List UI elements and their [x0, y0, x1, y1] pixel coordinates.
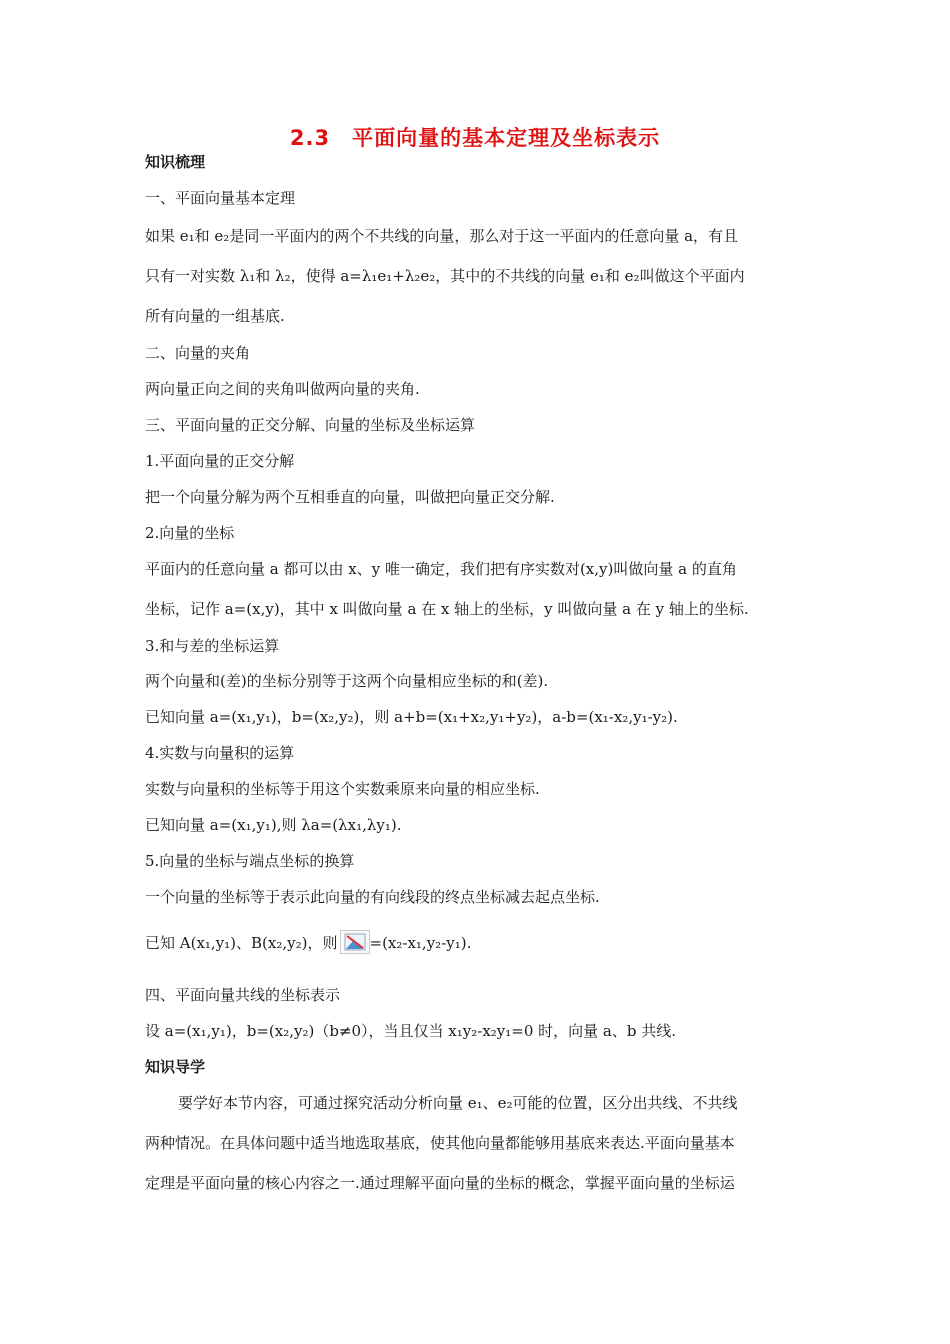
subheading: 5.向量的坐标与端点坐标的换算 [145, 852, 355, 870]
formula-line: 已知向量 a=(x₁,y₁)，b=(x₂,y₂)，则 a+b=(x₁+x₂,y₁+y₂)，a-b=(x₁-x₂,y₁-y₂). [145, 708, 678, 726]
subheading: 4.实数与向量积的运算 [145, 744, 295, 762]
section-heading-knowledge-summary: 知识梳理 [145, 153, 206, 171]
section-heading-knowledge-guide: 知识导学 [145, 1058, 206, 1076]
paragraph-line: 定理是平面向量的核心内容之一.通过理解平面向量的坐标的概念，掌握平面向量的坐标运 [145, 1174, 735, 1192]
heading-vector-angle: 二、向量的夹角 [145, 344, 251, 362]
subheading: 1.平面向量的正交分解 [145, 452, 295, 470]
paragraph-line: 如果 e₁和 e₂是同一平面内的两个不共线的向量，那么对于这一平面内的任意向量 a，有且 [145, 227, 739, 245]
formula-prefix: 已知 A(x₁,y₁)、B(x₂,y₂)，则 [145, 934, 338, 952]
paragraph-line: 一个向量的坐标等于表示此向量的有向线段的终点坐标减去起点坐标. [145, 888, 600, 906]
formula-line: 已知向量 a=(x₁,y₁),则 λa=(λx₁,λy₁). [145, 816, 402, 834]
paragraph-line: 要学好本节内容，可通过探究活动分析向量 e₁、e₂可能的位置，区分出共线、不共线 [178, 1094, 738, 1112]
heading-basic-theorem: 一、平面向量基本定理 [145, 189, 296, 207]
paragraph-line: 两向量正向之间的夹角叫做两向量的夹角. [145, 380, 420, 398]
paragraph-line: 坐标，记作 a=(x,y)，其中 x 叫做向量 a 在 x 轴上的坐标，y 叫做向量 a 在 y 轴上的坐标. [145, 600, 749, 618]
broken-image-icon [340, 930, 370, 954]
paragraph-line: 把一个向量分解为两个互相垂直的向量，叫做把向量正交分解. [145, 488, 555, 506]
heading-orthogonal-decomposition: 三、平面向量的正交分解、向量的坐标及坐标运算 [145, 416, 476, 434]
paragraph-line: 平面内的任意向量 a 都可以由 x、y 唯一确定，我们把有序实数对(x,y)叫做向量 a 的直角 [145, 560, 737, 578]
subheading: 2.向量的坐标 [145, 524, 235, 542]
paragraph-line: 所有向量的一组基底. [145, 307, 285, 325]
paragraph-line: 实数与向量积的坐标等于用这个实数乘原来向量的相应坐标. [145, 780, 540, 798]
formula-line: 设 a=(x₁,y₁)，b=(x₂,y₂)（b≠0），当且仅当 x₁y₂-x₂y₁=0 时，向量 a、b 共线. [145, 1022, 677, 1040]
paragraph-line: 两个向量和(差)的坐标分别等于这两个向量相应坐标的和(差). [145, 672, 549, 690]
page-title: 2.3 平面向量的基本定理及坐标表示 [289, 126, 661, 150]
formula-suffix: =(x₂-x₁,y₂-y₁). [369, 934, 472, 952]
formula-line-ab [145, 924, 815, 953]
subheading: 3.和与差的坐标运算 [145, 637, 280, 655]
heading-collinear-coordinates: 四、平面向量共线的坐标表示 [145, 986, 341, 1004]
paragraph-line: 两种情况。在具体问题中适当地选取基底，使其他向量都能够用基底来表达.平面向量基本 [145, 1134, 735, 1152]
paragraph-line: 只有一对实数 λ₁和 λ₂，使得 a=λ₁e₁+λ₂e₂，其中的不共线的向量 e₁和 e₂叫做这个平面内 [145, 267, 745, 285]
